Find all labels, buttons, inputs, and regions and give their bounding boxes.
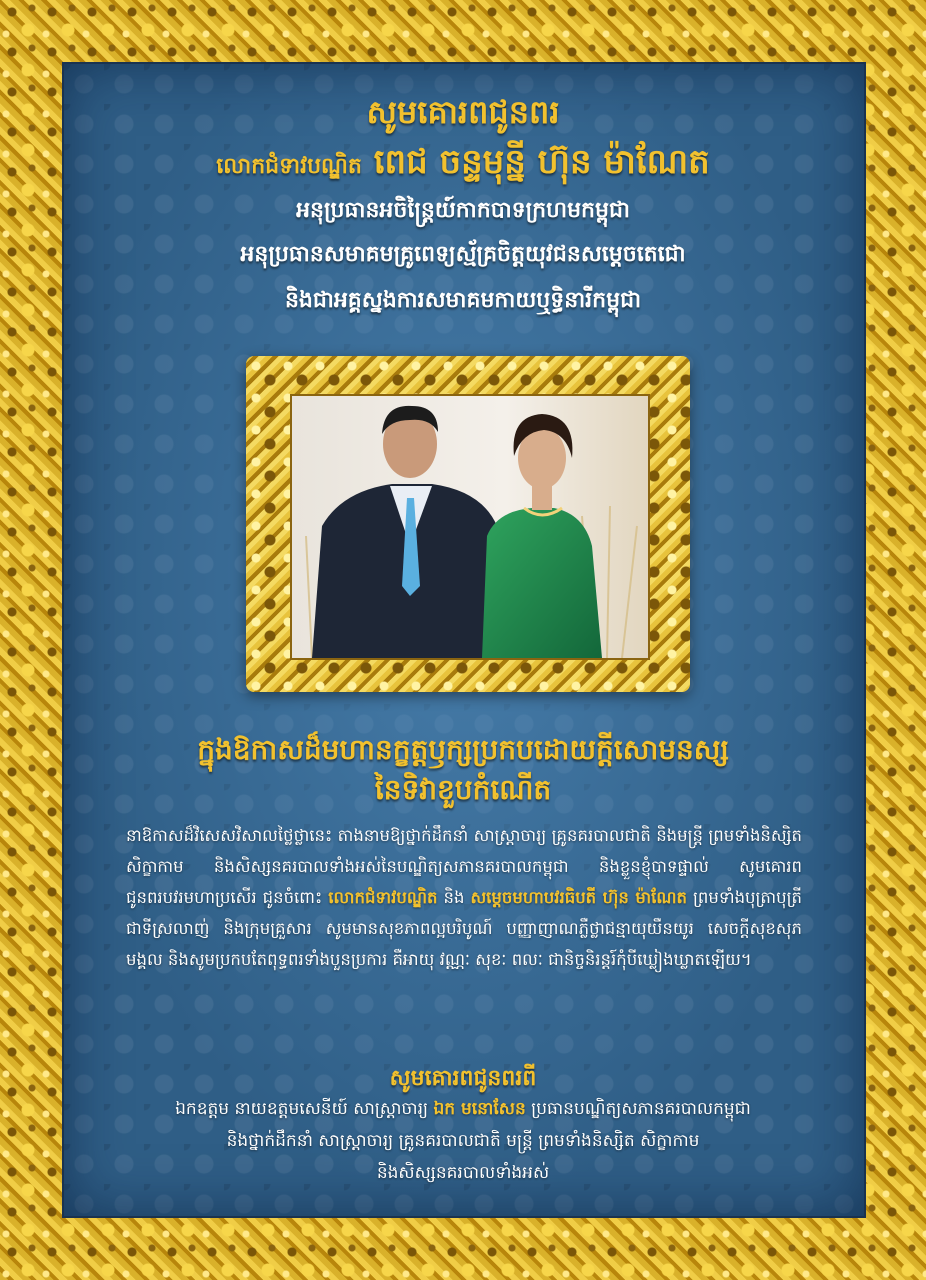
couple-photo bbox=[290, 394, 650, 660]
sender-position: ប្រធានបណ្ឌិត្យសភានគរបាលកម្ពុជា bbox=[525, 1099, 751, 1119]
sender-line-1 bbox=[0, 1098, 926, 1123]
honoree-role-2: អនុប្រធានសមាគមគ្រូពេទ្យស្ម័គ្រចិត្តយុវជនសម្តេចតេជោ bbox=[240, 242, 686, 267]
honoree-title: លោកជំទាវបណ្ឌិត bbox=[216, 154, 362, 179]
greeting-paragraph bbox=[126, 820, 802, 975]
sender-line-2: និងថ្នាក់ដឹកនាំ សាស្ត្រាចារ្យ គ្រូនគរបាលជាតិ មន្ត្រី ព្រមទាំងនិស្សិត សិក្ខាកាម bbox=[226, 1131, 700, 1151]
paragraph-text-3: ព្រមទាំងបុត្រាបុត្រីជាទីស្រលាញ់ និងក្រុមគ្រួសារ សូមមានសុខភាពល្អបរិបូណ៍ បញ្ញាញាណភ្លឺថ្លាជន្មាយុយឺនយូរ សេចក្តីសុខសុភមង្គល និងសូមប្រកបតែពុទ្ធពរទាំងបួនប្រការ គឺអាយុ វណ្ណៈ សុខៈ ពលៈ ជានិច្ចនិរន្តរ៍កុំបីឃ្លៀងឃ្លាតឡើយ។ bbox=[126, 888, 803, 969]
occasion-heading: ក្នុងឱកាសដ៏មហានក្ខត្តឫក្សប្រកបដោយក្តីសោមនស្ស bbox=[197, 733, 729, 766]
honoree-role-1: អនុប្រធានអចិន្ត្រៃយ៍កាកបាទក្រហមកម្ពុជា bbox=[296, 198, 630, 223]
paragraph-text-2: និង bbox=[437, 888, 471, 907]
honoree-name-line bbox=[0, 140, 926, 190]
honoree-role-3: និងជាអគ្គស្នងការសមាគមកាយឬទ្ធិនារីកម្ពុជា bbox=[284, 288, 642, 313]
honoree-name: ពេជ ចន្ទមុន្នី ហ៊ុន ម៉ាណែត bbox=[373, 142, 710, 182]
sender-line-3: និងសិស្សនគរបាលទាំងអស់ bbox=[376, 1163, 550, 1183]
paragraph-text-1: នាឱកាសដ៏វិសេសវិសាលថ្លៃថ្លានេះ តាងនាមឱ្យថ្នាក់ដឹកនាំ សាស្ត្រាចារ្យ គ្រូនគរបាលជាតិ និងមន្ត្រី ព្រមទាំងនិស្សិត សិក្ខាកាម និងសិស្សនគរបាលទាំងអស់នៃបណ្ឌិត្យសភានគរបាលកម្ពុជា និងខ្លួនខ្ញុំបាទផ្ទាល់ សូមគោរពជូនពរបវរមហាប្រសើរ ជូនចំពោះ bbox=[126, 826, 802, 907]
wish-from-title: សូមគោរពជូនពរពី bbox=[389, 1066, 537, 1091]
paragraph-highlight-1: លោកជំទាវបណ្ឌិត bbox=[328, 888, 438, 907]
occasion-subheading: នៃទិវាខួបកំណើត bbox=[374, 773, 552, 806]
sender-name: ឯក មនោសែន bbox=[433, 1099, 526, 1119]
paragraph-highlight-2: សម្តេចមហាបវរធិបតី ហ៊ុន ម៉ាណែត bbox=[470, 888, 687, 907]
card-title: សូមគោរពជូនពរ bbox=[366, 93, 560, 131]
sender-title: ឯកឧត្តម នាយឧត្តមសេនីយ៍ សាស្ត្រាចារ្យ bbox=[175, 1099, 434, 1119]
